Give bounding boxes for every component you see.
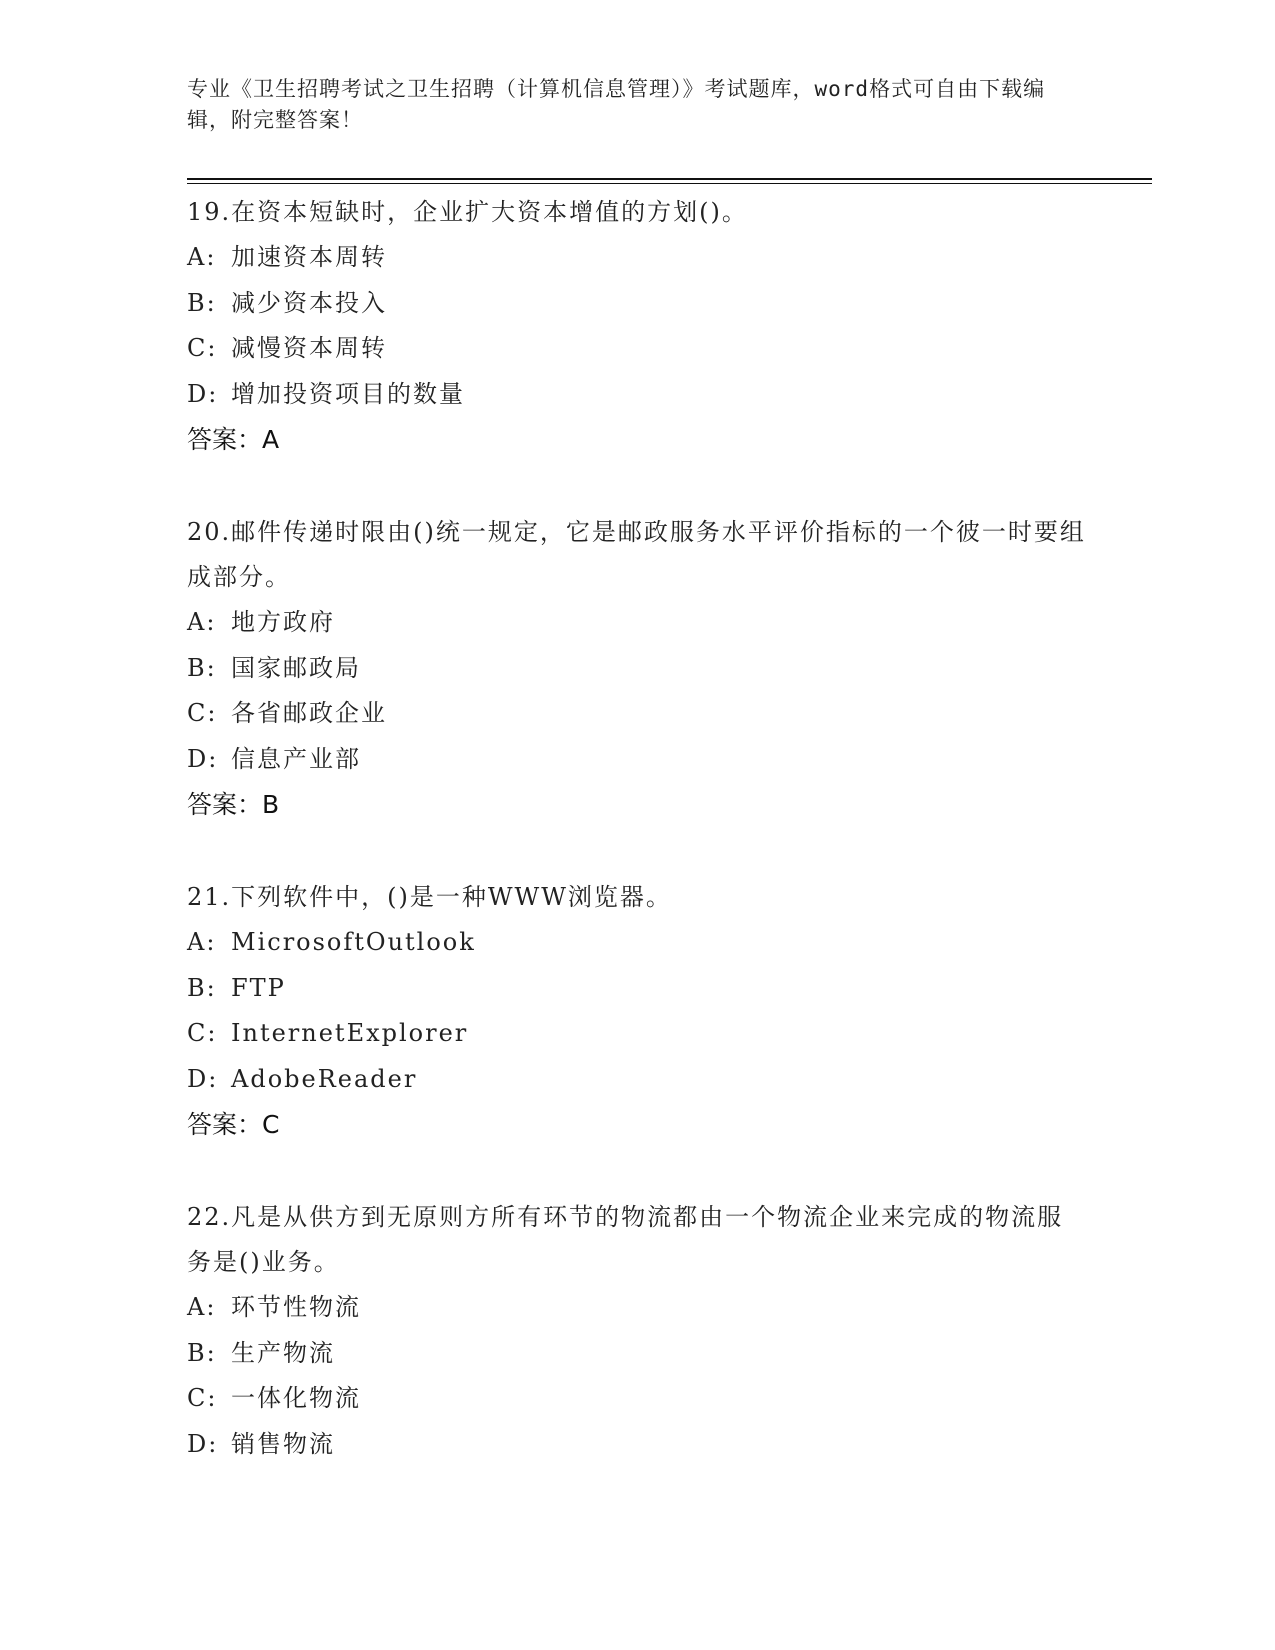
option-text: 减慢资本周转 (231, 334, 387, 362)
option-text: AdobeReader (231, 1064, 418, 1093)
option-c (187, 1011, 1087, 1057)
question-stem: 19.在资本短缺时，企业扩大资本增值的方划()。 (187, 198, 748, 226)
option-text: 地方政府 (231, 608, 335, 636)
option-d (187, 1422, 1087, 1468)
option-text: 减少资本投入 (231, 288, 387, 317)
question-stem: 22.凡是从供方到无原则方所有环节的物流都由一个物流企业来完成的物流服务是()业务。 (187, 1203, 1064, 1276)
option-text: 加速资本周转 (231, 243, 387, 271)
question-19 (187, 190, 1087, 462)
option-key: C: (187, 1019, 218, 1047)
option-text: 信息产业部 (231, 744, 361, 773)
option-key: A: (187, 243, 217, 271)
option-b (187, 281, 1087, 327)
option-text: MicrosoftOutlook (231, 928, 476, 956)
option-text: 环节性物流 (231, 1293, 361, 1321)
option-key: B: (187, 973, 217, 1002)
option-key: A: (187, 608, 217, 636)
option-text: FTP (231, 973, 286, 1002)
option-a (187, 235, 1087, 281)
option-key: D: (187, 744, 219, 773)
option-d (187, 372, 1087, 418)
question-21 (187, 875, 1087, 1147)
option-key: D: (187, 1064, 219, 1093)
option-a (187, 1285, 1087, 1331)
option-text: 生产物流 (231, 1338, 335, 1367)
header-divider-thin (187, 183, 1152, 184)
option-text: 各省邮政企业 (231, 699, 387, 727)
option-key: B: (187, 288, 217, 317)
spacer (187, 1147, 1087, 1195)
question-list (187, 190, 1087, 1467)
option-c (187, 326, 1087, 372)
option-key: B: (187, 653, 217, 682)
option-c (187, 1376, 1087, 1422)
option-key: A: (187, 1293, 217, 1321)
option-key: C: (187, 334, 218, 362)
option-key: D: (187, 379, 219, 408)
option-text: 销售物流 (231, 1429, 335, 1458)
option-b (187, 1331, 1087, 1377)
option-d (187, 1057, 1087, 1103)
option-a (187, 920, 1087, 966)
option-key: D: (187, 1429, 219, 1458)
question-22 (187, 1195, 1087, 1467)
option-a (187, 600, 1087, 646)
option-c (187, 691, 1087, 737)
option-d (187, 737, 1087, 783)
document-header: 专业《卫生招聘考试之卫生招聘（计算机信息管理）》考试题库，word格式可自由下载编辑，附完整答案！ (187, 77, 1046, 132)
question-stem: 20.邮件传递时限由()统一规定，它是邮政服务水平评价指标的一个彼一时要组成部分。 (187, 518, 1086, 591)
option-key: A: (187, 928, 217, 956)
question-stem: 21.下列软件中，()是一种WWW浏览器。 (187, 883, 672, 911)
option-text: 一体化物流 (231, 1384, 361, 1412)
option-key: C: (187, 1384, 218, 1412)
answer-line: 答案：C (187, 1110, 280, 1139)
spacer (187, 462, 1087, 510)
option-b (187, 966, 1087, 1012)
option-text: InternetExplorer (231, 1019, 469, 1047)
header-divider-thick (187, 178, 1152, 180)
answer-line: 答案：A (187, 425, 280, 454)
option-text: 国家邮政局 (231, 653, 361, 682)
option-b (187, 646, 1087, 692)
option-key: B: (187, 1338, 217, 1367)
option-key: C: (187, 699, 218, 727)
spacer (187, 827, 1087, 875)
option-text: 增加投资项目的数量 (231, 379, 465, 408)
answer-line: 答案：B (187, 790, 280, 819)
question-20 (187, 510, 1087, 827)
